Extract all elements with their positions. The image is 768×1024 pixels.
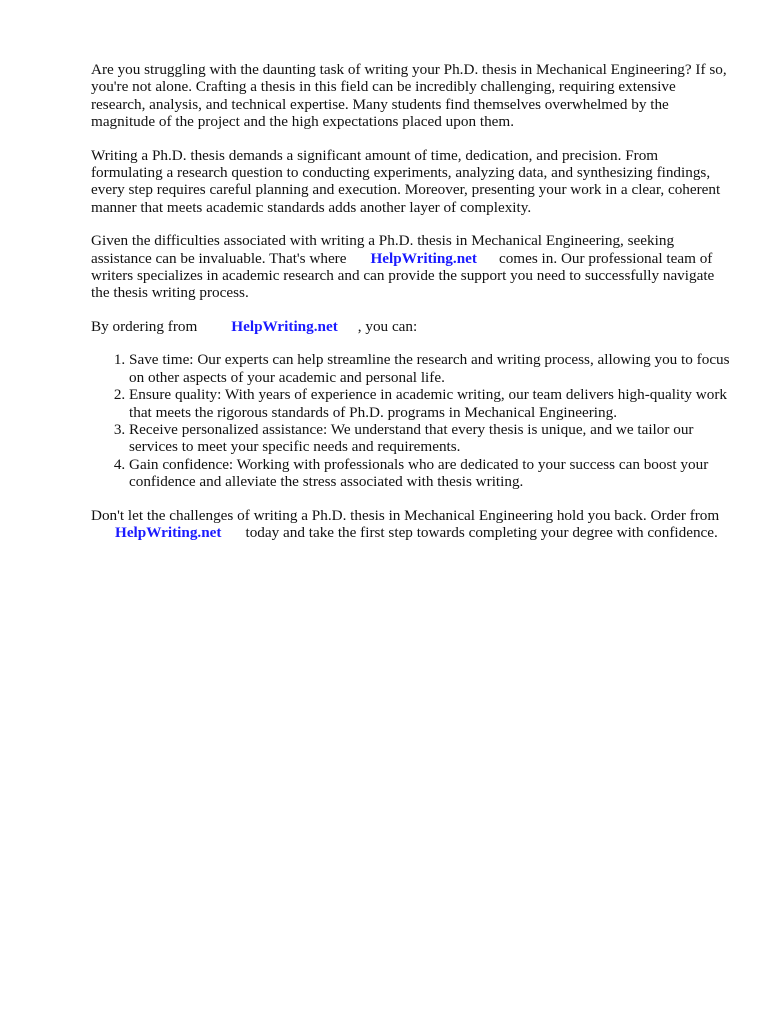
ordering-paragraph [91,318,731,335]
closing-text-after: today and take the first step towards completing your degree with confidence. [245,523,718,541]
challenges-paragraph [91,147,731,217]
intro-paragraph [91,61,731,131]
benefits-list [91,351,731,490]
document-page [91,61,731,557]
helpwriting-link-2[interactable]: HelpWriting.net [231,317,338,335]
assistance-text-after: comes in. Our professional team of writers specializes in academic research and can provide the support you need to successfully navigate the thesis writing process. [91,249,715,302]
closing-text-before: Don't let the challenges of writing a Ph.D. thesis in Mechanical Engineering hold you back. Order from [91,506,720,524]
list-item: 3. Receive personalized assistance: We understand that every thesis is unique, and we tailor our services to meet your specific needs and requirements. [129,421,731,456]
closing-paragraph [91,507,731,542]
ordering-text-before: By ordering from [91,317,198,335]
helpwriting-link-1[interactable]: HelpWriting.net [370,249,477,267]
intro-text: Are you struggling with the daunting task of writing your Ph.D. thesis in Mechanical Engineering? If so, you're not alone. Crafting a thesis in this field can be incredibly challenging, requiring extensive research, analysis, and technical expertise. Many students find themselves overwhelmed by the magnitude of the project and the high expectations placed upon them. [91,61,727,131]
list-item: 4. Gain confidence: Working with professionals who are dedicated to your success can boost your confidence and alleviate the stress associated with thesis writing. [129,456,731,491]
assistance-text-before: Given the difficulties associated with writing a Ph.D. thesis in Mechanical Engineering, seeking assistance can be invaluable. That's where [91,232,675,267]
list-item: 1. Save time: Our experts can help streamline the research and writing process, allowing you to focus on other aspects of your academic and personal life. [129,351,731,386]
challenges-text: Writing a Ph.D. thesis demands a significant amount of time, dedication, and precision. From formulating a research question to conducting experiments, analyzing data, and synthesizing findings, every step requires careful planning and execution. Moreover, presenting your work in a clear, coherent manner that meets academic standards adds another layer of complexity. [91,146,721,216]
helpwriting-link-3[interactable]: HelpWriting.net [115,523,222,541]
assistance-paragraph [91,232,731,302]
list-item: 2. Ensure quality: With years of experience in academic writing, our team delivers high-quality work that meets the rigorous standards of Ph.D. programs in Mechanical Engineering. [129,386,731,421]
ordering-text-after: , you can: [357,317,418,335]
